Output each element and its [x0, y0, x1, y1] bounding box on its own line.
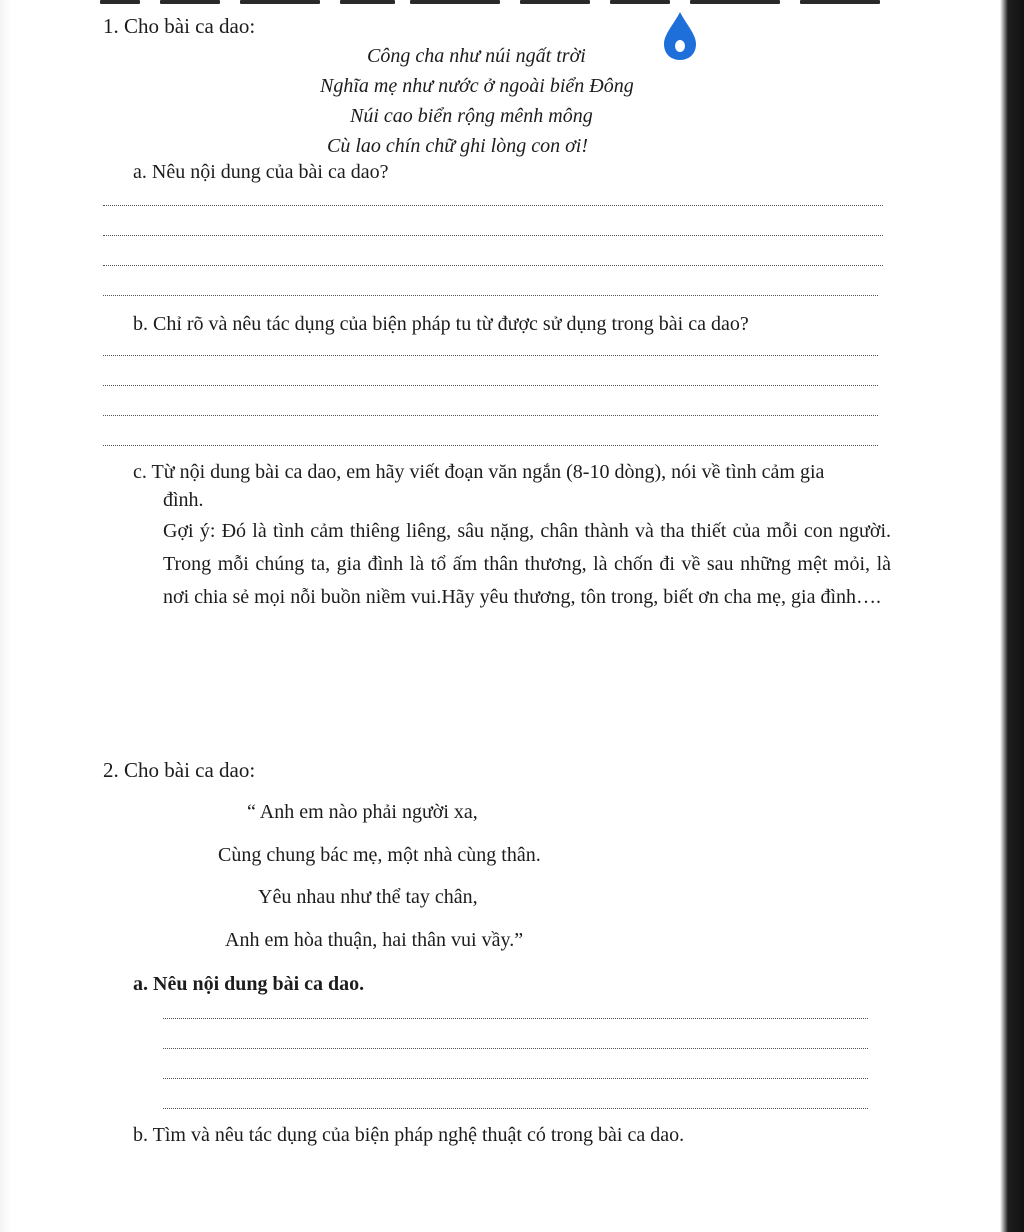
- q1-question-c-cont: đình.: [163, 489, 204, 511]
- answer-line: [103, 385, 878, 386]
- q2-question-b: b. Tìm và nêu tác dụng của biện pháp nghệ thuật có trong bài ca dao.: [133, 1124, 685, 1146]
- q2-poem-line-2: Cùng chung bác mẹ, một nhà cùng thân.: [218, 844, 541, 866]
- q2-poem-line-1: “ Anh em nào phải người xa,: [247, 801, 478, 823]
- q2-title: 2. Cho bài ca dao:: [103, 758, 256, 782]
- q1-question-a: a. Nêu nội dung của bài ca dao?: [133, 161, 389, 183]
- answer-line: [103, 415, 878, 416]
- answer-line: [103, 295, 878, 296]
- q1-question-c: c. Từ nội dung bài ca dao, em hãy viết đoạn văn ngắn (8-10 dòng), nói về tình cảm gia: [133, 461, 825, 483]
- q1-hint-paragraph: Gợi ý: Đó là tình cảm thiêng liêng, sâu nặng, chân thành và tha thiết của mỗi con người. Trong mỗi chúng ta, gia đình là tổ ấm thân thương, là chốn đi về sau những mệt mỏi, là nơi chia sẻ mọi nỗi buồn niềm vui.Hãy yêu thương, tôn trong, biết ơn cha mẹ, gia đình….: [163, 520, 891, 608]
- answer-line: [163, 1018, 868, 1019]
- answer-line: [163, 1108, 868, 1109]
- answer-line: [163, 1078, 868, 1079]
- water-drop-icon: [660, 10, 700, 62]
- q2-poem-line-3: Yêu nhau như thể tay chân,: [258, 886, 478, 908]
- q1-title: 1. Cho bài ca dao:: [103, 14, 256, 38]
- q1-question-b: b. Chỉ rõ và nêu tác dụng của biện pháp tu từ được sử dụng trong bài ca dao?: [133, 313, 749, 335]
- answer-line: [103, 205, 883, 206]
- cut-off-header: [90, 0, 910, 6]
- answer-line: [103, 355, 878, 356]
- q1-poem-line-3: Núi cao biển rộng mênh mông: [350, 105, 593, 127]
- q1-poem-line-4: Cù lao chín chữ ghi lòng con ơi!: [327, 135, 588, 157]
- q2-poem-line-4: Anh em hòa thuận, hai thân vui vầy.”: [225, 929, 524, 951]
- answer-line: [103, 265, 883, 266]
- answer-line: [103, 445, 878, 446]
- q2-question-a: a. Nêu nội dung bài ca dao.: [133, 973, 365, 995]
- q1-poem-line-2: Nghĩa mẹ như nước ở ngoài biển Đông: [320, 75, 634, 97]
- answer-line: [163, 1048, 868, 1049]
- answer-line: [103, 235, 883, 236]
- q1-poem-line-1: Công cha như núi ngất trời: [367, 45, 586, 67]
